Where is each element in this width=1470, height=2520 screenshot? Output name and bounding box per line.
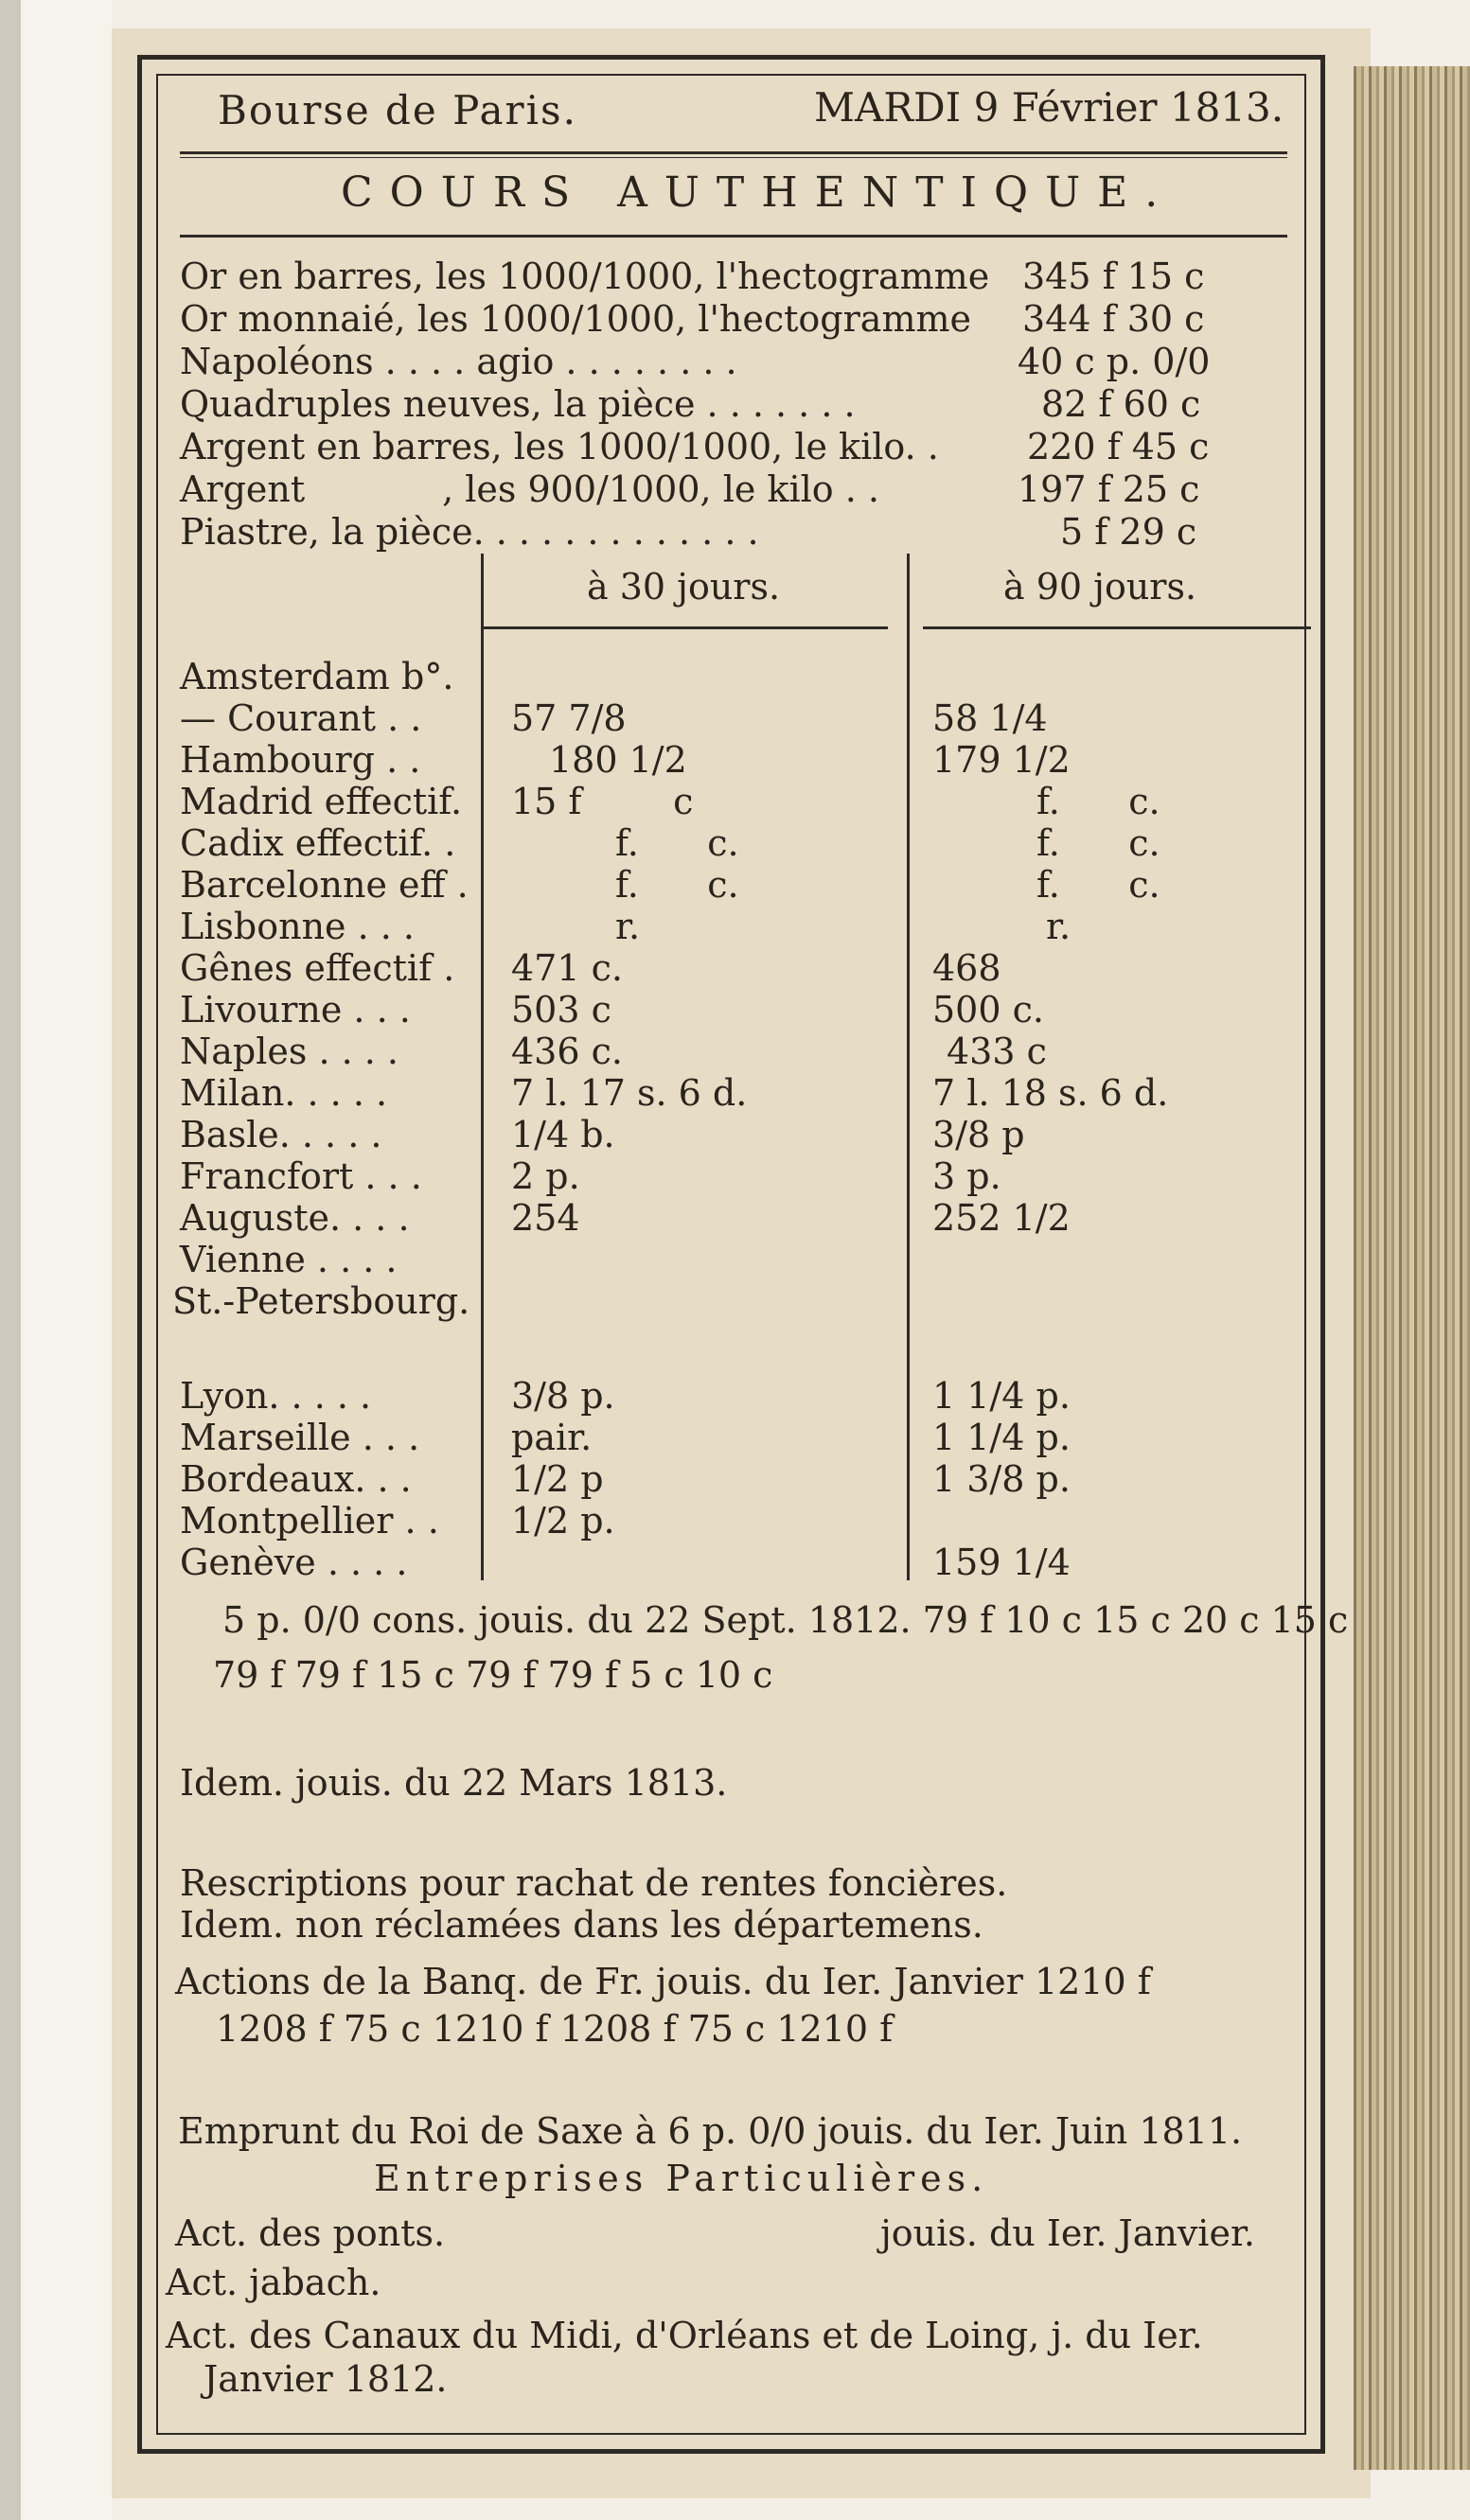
table-row-90: f. c.: [1036, 781, 1160, 822]
table-row-90: 468: [932, 947, 1001, 989]
rentes-idem: Idem. jouis. du 22 Mars 1813.: [180, 1762, 728, 1804]
jabach-label: Act. jabach.: [166, 2262, 381, 2303]
metal-value: 220 f 45 c: [1027, 426, 1210, 467]
table-row-place: Cadix effectif. .: [180, 822, 456, 864]
table-row-place: Genève . . . .: [180, 1542, 408, 1583]
page-title: COURS AUTHENTIQUE.: [341, 168, 1176, 217]
rentes-line-2: 79 f 79 f 15 c 79 f 79 f 5 c 10 c: [213, 1654, 773, 1696]
table-row-place: Naples . . . .: [180, 1031, 399, 1072]
header-rule-thin: [180, 157, 1287, 158]
col-header-rule-1: [481, 626, 888, 629]
table-row-30: 2 p.: [511, 1155, 580, 1197]
metal-label: Piastre, la pièce. . . . . . . . . . . . .: [180, 511, 759, 553]
table-row-30: f. c.: [615, 822, 739, 864]
table-row-place: Basle. . . . .: [180, 1114, 382, 1155]
table-row-90: 1 1/4 p.: [932, 1417, 1071, 1458]
metal-label: Argent en barres, les 1000/1000, le kilo. .: [180, 426, 939, 467]
table-row-90: r.: [1046, 906, 1072, 947]
metal-value: 344 f 30 c: [1022, 298, 1205, 340]
left-page-margin: [0, 0, 112, 2520]
metal-value: 40 c p. 0/0: [1018, 341, 1211, 382]
table-row-90: 58 1/4: [932, 697, 1048, 739]
table-row-30: 7 l. 17 s. 6 d.: [511, 1072, 748, 1114]
table-row-90: 3 p.: [932, 1155, 1001, 1197]
table-row-30: 436 c.: [511, 1031, 623, 1072]
table-row-place: Francfort . . .: [180, 1155, 422, 1197]
table-row-90: f. c.: [1036, 822, 1160, 864]
table-row-place: — Courant . .: [180, 697, 422, 739]
table-row-90: 179 1/2: [932, 739, 1071, 781]
ponts-value: jouis. du Ier. Janvier.: [880, 2212, 1256, 2254]
table-row-90: 252 1/2: [932, 1197, 1071, 1239]
entreprises-title: Entreprises Particulières.: [374, 2158, 989, 2199]
table-row-place: Madrid effectif.: [180, 781, 463, 822]
table-row-90: f. c.: [1036, 864, 1160, 906]
metal-value: 197 f 25 c: [1018, 468, 1200, 510]
col-header-rule-2: [923, 626, 1311, 629]
metal-label: Or monnaié, les 1000/1000, l'hectogramme: [180, 298, 971, 340]
column-rule-1: [481, 554, 484, 1580]
page-edges: [1354, 66, 1470, 2470]
table-row-place: Hambourg . .: [180, 739, 421, 781]
title-rule: [180, 235, 1287, 238]
table-row-place: Milan. . . . .: [180, 1072, 388, 1114]
table-row-place: Livourne . . .: [180, 989, 411, 1031]
column-rule-2: [907, 554, 910, 1580]
rentes-line-1: 5 p. 0/0 cons. jouis. du 22 Sept. 1812. 79 f 10 c 15 c 20 c 15 c: [222, 1599, 1349, 1641]
table-row-30: 254: [511, 1197, 580, 1239]
table-row-30: 471 c.: [511, 947, 623, 989]
table-row-90: 433 c: [947, 1031, 1047, 1072]
table-row-30: 1/4 b.: [511, 1114, 615, 1155]
ponts-label: Act. des ponts.: [175, 2212, 446, 2254]
table-row-place: Bordeaux. . .: [180, 1458, 412, 1500]
table-row-place: Montpellier . .: [180, 1500, 439, 1542]
emprunt-saxe: Emprunt du Roi de Saxe à 6 p. 0/0 jouis. du Ier. Juin 1811.: [178, 2110, 1243, 2152]
table-row-30: pair.: [511, 1417, 593, 1458]
table-row-30: f. c.: [615, 864, 739, 906]
table-row-90: 500 c.: [932, 989, 1044, 1031]
metal-value: 82 f 60 c: [1041, 383, 1201, 425]
table-row-30: 1/2 p.: [511, 1500, 615, 1542]
table-row-place: Vienne . . . .: [180, 1239, 398, 1280]
table-row-90: 1 3/8 p.: [932, 1458, 1071, 1500]
table-row-30: 1/2 p: [511, 1458, 604, 1500]
table-row-90: 3/8 p: [932, 1114, 1025, 1155]
metal-value: 5 f 29 c: [1060, 511, 1197, 553]
table-row-place: Gênes effectif .: [180, 947, 455, 989]
table-row-place: Barcelonne eff .: [180, 864, 469, 906]
header-right: MARDI 9 Février 1813.: [814, 84, 1284, 131]
table-row-30: 57 7/8: [511, 697, 627, 739]
rescriptions: Rescriptions pour rachat de rentes foncières.: [180, 1862, 1008, 1904]
metal-label: Argent , les 900/1000, le kilo . .: [180, 468, 879, 510]
table-row-place: Marseille . . .: [180, 1417, 420, 1458]
col-header-90: à 90 jours.: [1003, 566, 1197, 608]
metal-label: Napoléons . . . . agio . . . . . . . .: [180, 341, 737, 382]
canaux-line-2: Janvier 1812.: [204, 2358, 448, 2400]
actions-banque-2: 1208 f 75 c 1210 f 1208 f 75 c 1210 f: [216, 2008, 894, 2050]
table-row-30: 3/8 p.: [511, 1375, 615, 1417]
canaux-line-1: Act. des Canaux du Midi, d'Orléans et de Loing, j. du Ier.: [166, 2315, 1203, 2356]
table-row-place: St.-Petersbourg.: [172, 1280, 470, 1322]
table-row-30: 503 c: [511, 989, 611, 1031]
table-row-90: 1 1/4 p.: [932, 1375, 1071, 1417]
metal-label: Quadruples neuves, la pièce . . . . . . .: [180, 383, 856, 425]
header-left: Bourse de Paris.: [218, 87, 577, 133]
metal-label: Or en barres, les 1000/1000, l'hectogramme: [180, 256, 990, 297]
table-row-30: 15 f c: [511, 781, 694, 822]
rescriptions-idem: Idem. non réclamées dans les départemens.: [180, 1904, 983, 1946]
table-row-30: r.: [615, 906, 641, 947]
header-rule: [180, 151, 1287, 154]
table-row-place: Amsterdam b°.: [180, 656, 454, 697]
table-row-90: 159 1/4: [932, 1542, 1071, 1583]
table-row-place: Lyon. . . . .: [180, 1375, 372, 1417]
col-header-30: à 30 jours.: [587, 566, 781, 608]
table-row-place: Lisbonne . . .: [180, 906, 416, 947]
metal-value: 345 f 15 c: [1022, 256, 1205, 297]
table-row-place: Auguste. . . .: [180, 1197, 410, 1239]
table-row-90: 7 l. 18 s. 6 d.: [932, 1072, 1169, 1114]
actions-banque-1: Actions de la Banq. de Fr. jouis. du Ier. Janvier 1210 f: [175, 1961, 1151, 2002]
table-row-30: 180 1/2: [549, 739, 687, 781]
